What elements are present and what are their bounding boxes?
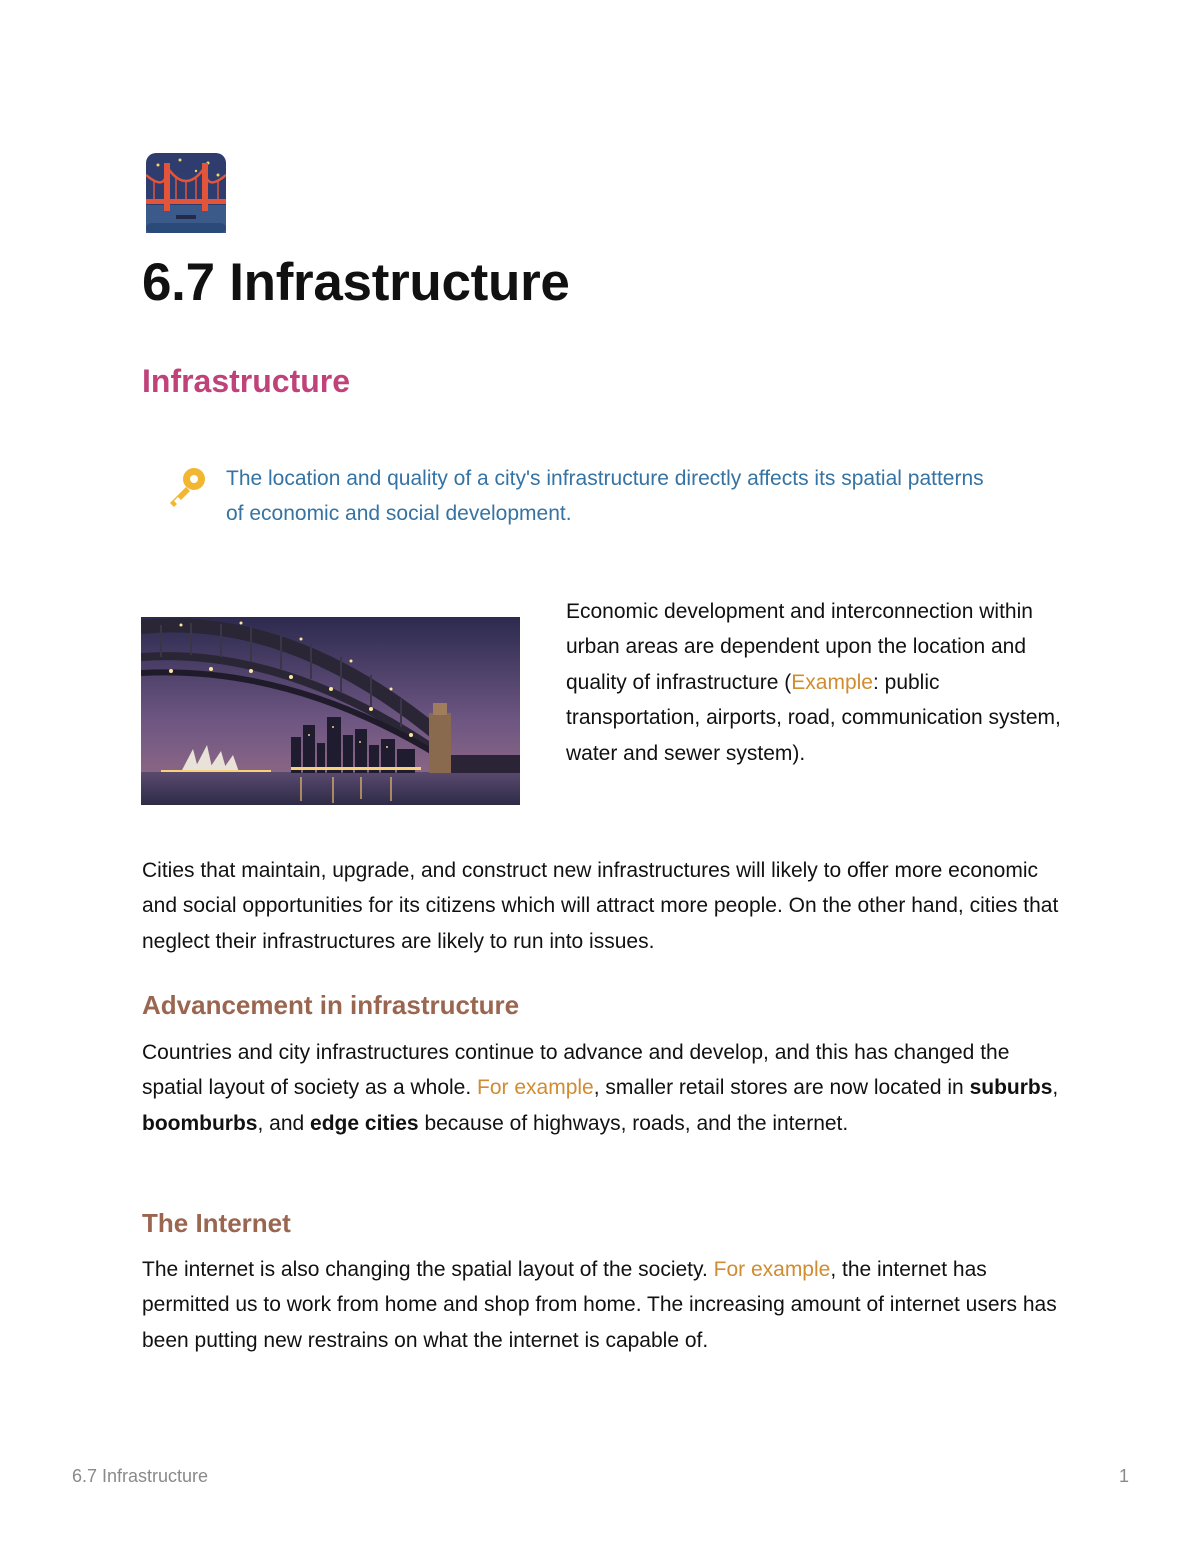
footer-title: 6.7 Infrastructure bbox=[72, 1466, 209, 1486]
callout-text: The location and quality of a city's infrastructure directly affects its spatial patterns of economic and social development. bbox=[226, 467, 984, 525]
harbour-bridge-photo bbox=[141, 617, 520, 805]
side-text-after: : public transportation, airports, road, communication system, water and sewer system). bbox=[566, 670, 1061, 765]
section-heading-advancement: Advancement in infrastructure bbox=[142, 990, 520, 1020]
text-run: Countries and city infrastructures continue to advance and develop, and this has changed the spatial layout of society as a whole. bbox=[142, 1041, 1010, 1100]
term-edge-cities: edge cities bbox=[310, 1111, 419, 1135]
section-heading-infrastructure: Infrastructure bbox=[142, 363, 351, 399]
text-run: , smaller retail stores are now located in bbox=[593, 1076, 970, 1100]
example-label: Example bbox=[791, 670, 873, 694]
text-run: because of highways, roads, and the internet. bbox=[418, 1111, 849, 1135]
paragraph-cities: Cities that maintain, upgrade, and construct new infrastructures will likely to offer more economic and social opportunities for its citizens which will attract more people. On the other hand, cities that neglect their infrastructures are likely to run into issues. bbox=[142, 859, 1059, 953]
text-run: , and bbox=[257, 1111, 311, 1135]
section-heading-internet: The Internet bbox=[142, 1208, 291, 1238]
for-example-label: For example bbox=[477, 1076, 594, 1100]
text-run: , the internet has permitted us to work from home and shop from home. The increasing amount of internet users has been putting new restrains on what the internet is capable of. bbox=[142, 1258, 1057, 1352]
side-text bbox=[566, 594, 1066, 771]
term-boomburbs: boomburbs bbox=[142, 1111, 258, 1135]
term-suburbs: suburbs bbox=[969, 1076, 1053, 1100]
side-text-before: Economic development and interconnection within urban areas are dependent upon the location and quality of infrastructure ( bbox=[566, 600, 1033, 694]
text-run: The internet is also changing the spatial layout of the society. bbox=[142, 1258, 714, 1281]
for-example-label: For example bbox=[713, 1258, 831, 1281]
key-icon bbox=[164, 465, 208, 509]
paragraph-advancement bbox=[142, 1035, 1062, 1141]
paragraph-internet bbox=[142, 1252, 1062, 1358]
page-number: 1 bbox=[1118, 1466, 1129, 1486]
text-run: , bbox=[1052, 1076, 1059, 1100]
bridge-at-night-icon bbox=[146, 153, 226, 233]
page-title: 6.7 Infrastructure bbox=[142, 253, 570, 312]
